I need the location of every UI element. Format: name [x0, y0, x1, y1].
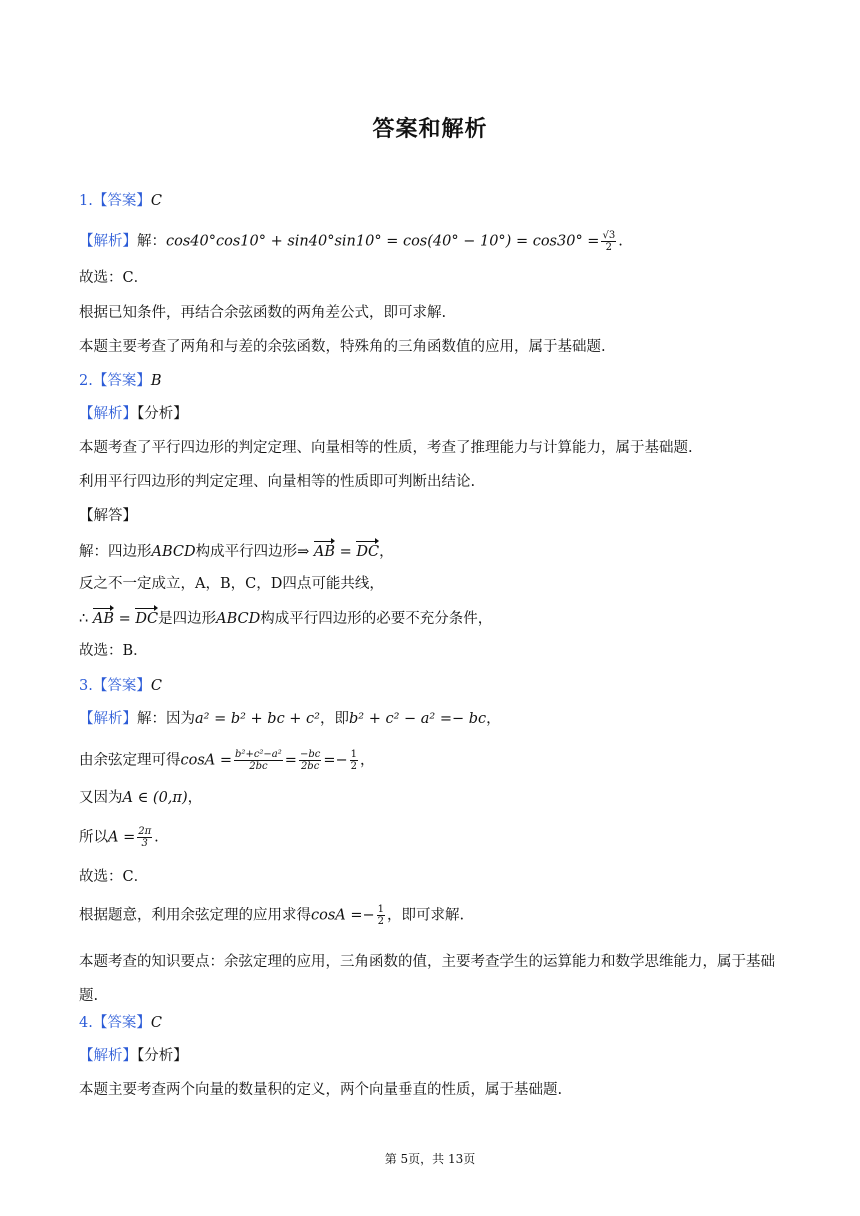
q1-answer-line	[79, 191, 162, 211]
q3-l6c: ，即可求解.	[387, 907, 465, 924]
q2-jiexi-line	[79, 404, 188, 424]
q1-choice: 故选：C．	[79, 270, 149, 286]
q3-frac-5	[377, 904, 385, 927]
q2-jieda-label: 【解答】	[79, 508, 137, 524]
q2-l3a: 解：四边形	[79, 544, 152, 560]
q3-choice: 故选：C．	[79, 869, 149, 885]
q4-answer-line	[79, 1013, 162, 1033]
q2-answer-label: 2.【答案】	[79, 373, 151, 389]
q2-choice: 故选：B．	[79, 643, 148, 659]
q1-frac-num: √3	[602, 230, 616, 241]
q3-f2num: −bc	[299, 749, 321, 760]
q3-l3c: ，	[187, 790, 203, 806]
q2-l3d: ，	[379, 544, 394, 560]
q3-l3a: 又因为	[79, 790, 123, 806]
q3-l2a: 由余弦定理可得	[79, 752, 181, 769]
q3-f1den: 2bc	[249, 761, 268, 772]
q3-l1d: b² + c² − a² =− bc	[349, 711, 487, 727]
q4-analysis-1: 本题主要考查两个向量的数量积的定义，两个向量垂直的性质，属于基础题.	[79, 1082, 563, 1098]
q2-jiexi-label: 【解析】	[79, 406, 137, 422]
q3-frac-2	[299, 749, 321, 772]
q1-jie: 解：	[137, 233, 166, 250]
q2-analysis-2: 利用平行四边形的判定定理、向量相等的性质即可判断出结论.	[79, 474, 476, 490]
q3-l2b: cosA =	[180, 752, 233, 769]
q2-l3c: 构成平行四边形⇒	[195, 544, 314, 560]
q2-solution-1	[79, 540, 394, 562]
q4-jiexi-line	[79, 1046, 188, 1066]
q2-l5a: ∴	[79, 611, 93, 627]
q3-answer-value: C	[150, 678, 162, 694]
q3-l2d: =−	[323, 752, 348, 769]
q3-l1e: ，	[486, 711, 501, 727]
q1-jiexi-label: 【解析】	[79, 233, 137, 250]
q1-eq-end: .	[618, 233, 623, 250]
q3-solution-4	[79, 826, 159, 849]
q2-solution-3	[79, 607, 492, 629]
q1-reason: 根据已知条件，再结合余弦函数的两角差公式，即可求解.	[79, 305, 447, 321]
q3-l3b: A ∈ (0,π)	[122, 790, 188, 806]
q3-l6a: 根据题意，利用余弦定理的应用求得	[79, 907, 311, 924]
q1-answer-label: 1.【答案】	[79, 193, 151, 209]
q3-f4den: 3	[141, 838, 148, 849]
q2-answer-value: B	[150, 373, 162, 389]
q3-f2den: 2bc	[300, 761, 320, 772]
q1-answer-value: C	[150, 193, 162, 209]
q2-eqsign-2: =	[113, 611, 136, 627]
q3-solution-3	[79, 788, 202, 808]
q3-l1b: a² = b² + bc + c²	[195, 711, 320, 727]
q3-f5den: 2	[377, 916, 385, 927]
q3-l1a: 解：因为	[137, 711, 195, 727]
q3-frac-4	[137, 826, 152, 849]
q2-l5c: ABCD	[216, 611, 261, 627]
q3-f5num: 1	[377, 904, 385, 915]
q3-jiexi-label: 【解析】	[79, 711, 137, 727]
q3-l1c: ，即	[320, 711, 349, 727]
q4-answer-label: 4.【答案】	[79, 1015, 151, 1031]
vector-ab-2: AB	[93, 607, 114, 629]
q4-answer-value: C	[150, 1015, 162, 1031]
q3-l6b: cosA =−	[311, 907, 375, 924]
q1-frac-den: 2	[605, 242, 612, 253]
q3-answer-label: 3.【答案】	[79, 678, 151, 694]
q3-l4a: 所以	[79, 829, 108, 846]
vector-dc: DC	[356, 540, 379, 562]
q1-summary: 本题主要考查了两角和与差的余弦函数，特殊角的三角函数值的应用，属于基础题.	[79, 339, 606, 355]
q3-f3den: 2	[350, 761, 358, 772]
q3-l2c: =	[284, 752, 297, 769]
q2-answer-line	[79, 371, 162, 391]
q2-eqsign: =	[335, 544, 357, 560]
q3-answer-line	[79, 676, 162, 696]
q3-f3num: 1	[350, 749, 358, 760]
page-footer: 第 5页，共 13页	[384, 1152, 476, 1166]
q2-solution-2: 反之不一定成立，A，B，C，D四点可能共线，	[79, 576, 384, 592]
q3-l4b: A =	[108, 829, 136, 846]
q1-fraction	[601, 230, 616, 253]
q3-reason	[79, 904, 464, 927]
q3-solution-1	[79, 709, 501, 729]
vector-dc-2: DC	[135, 607, 158, 629]
page-title: 答案和解析	[372, 117, 488, 142]
q2-analysis-1: 本题考查了平行四边形的判定定理、向量相等的性质，考查了推理能力与计算能力，属于基础题.	[79, 440, 693, 456]
q2-fenxi-label: 【分析】	[137, 406, 188, 422]
q1-solution-line	[79, 230, 623, 253]
q3-f4num: 2π	[138, 826, 152, 837]
q4-jiexi-label: 【解析】	[79, 1048, 137, 1064]
q3-frac-3	[350, 749, 358, 772]
q4-fenxi-label: 【分析】	[137, 1048, 188, 1064]
vector-ab: AB	[314, 540, 335, 562]
q3-l4c: .	[154, 829, 159, 846]
q2-l3b: ABCD	[151, 544, 196, 560]
q1-equation: cos40°cos10° + sin40°sin10° = cos(40° − 10°) = cos30° =	[166, 233, 600, 250]
q2-l5d: 构成平行四边形的必要不充分条件，	[260, 611, 493, 627]
q3-f1num: b²+c²−a²	[235, 749, 282, 760]
q2-l5b: 是四边形	[158, 611, 217, 627]
q3-frac-1	[234, 749, 283, 772]
q3-summary: 本题考查的知识要点：余弦定理的应用，三角函数的值，主要考查学生的运算能力和数学思维能力，属于基础题.	[79, 954, 775, 1004]
q3-l2e: ，	[360, 752, 375, 769]
q3-solution-2	[79, 749, 375, 772]
